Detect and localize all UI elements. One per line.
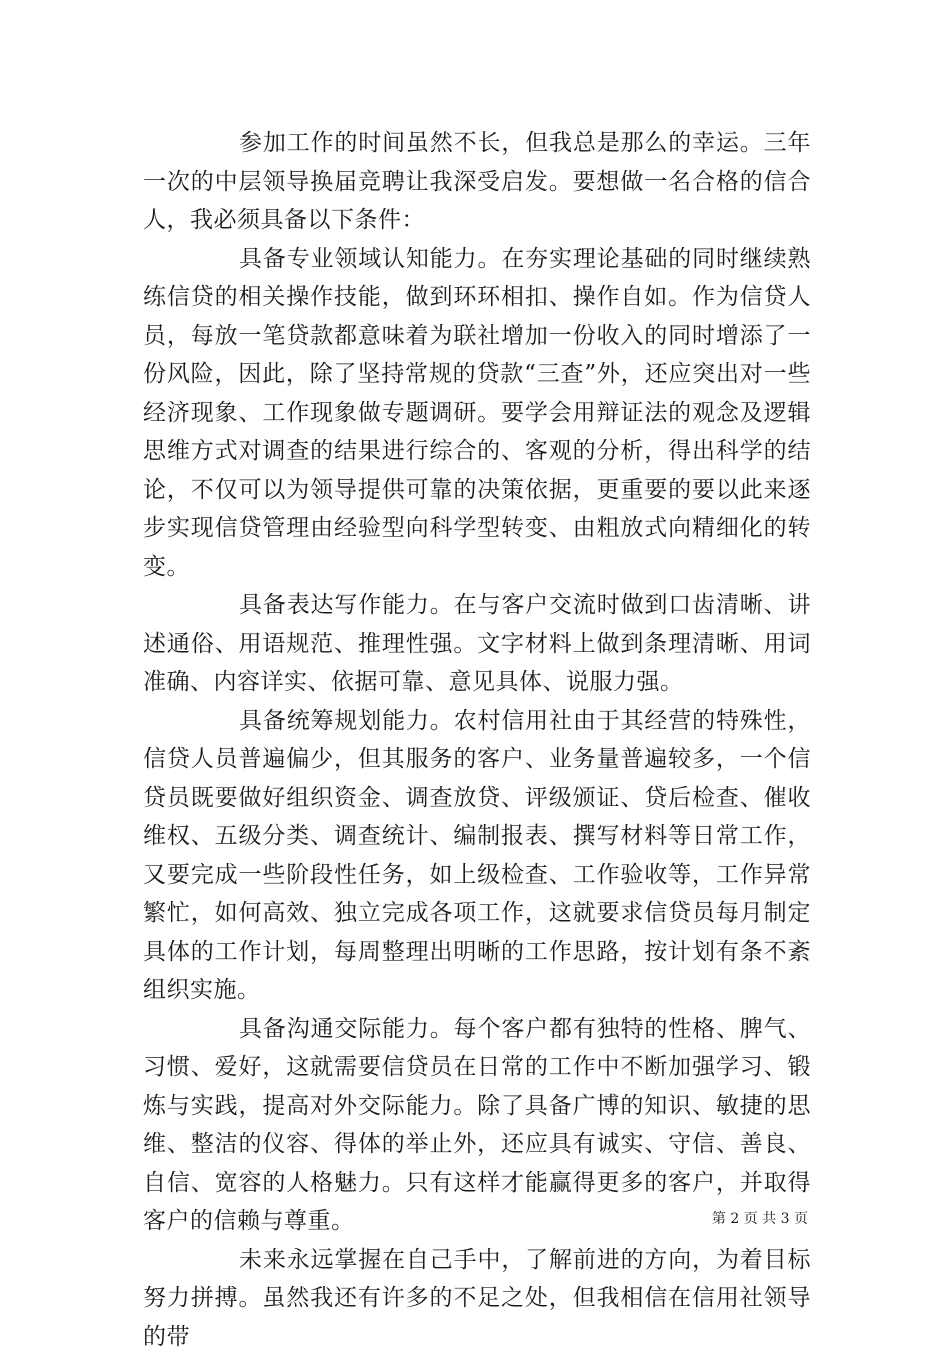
paragraph-future: 未来永远掌握在自己手中，了解前进的方向，为着目标努力拼搏。虽然我还有许多的不足之处，但我相信在信用社领导的带 — [143, 1241, 811, 1356]
paragraph-professional-ability: 具备专业领域认知能力。在夯实理论基础的同时继续熟练信贷的相关操作技能，做到环环相扣、操作自如。作为信贷人员，每放一笔贷款都意味着为联社增加一份收入的同时增添了一份风险，因此，除了坚持常规的贷款“三查”外，还应突出对一些经济现象、工作现象做专题调研。要学会用辩证法的观念及逻辑思维方式对调查的结果进行综合的、客观的分析，得出科学的结论，不仅可以为领导提供可靠的决策依据，更重要的要以此来逐步实现信贷管理由经验型向科学型转变、由粗放式向精细化的转变。 — [143, 240, 811, 587]
paragraph-writing-ability: 具备表达写作能力。在与客户交流时做到口齿清晰、讲述通俗、用语规范、推理性强。文字材料上做到条理清晰、用词准确、内容详实、依据可靠、意见具体、说服力强。 — [143, 586, 811, 702]
paragraph-communication-ability: 具备沟通交际能力。每个客户都有独特的性格、脾气、习惯、爱好，这就需要信贷员在日常的工作中不断加强学习、锻炼与实践，提高对外交际能力。除了具备广博的知识、敏捷的思维、整洁的仪容、得体的举止外，还应具有诚实、守信、善良、自信、宽容的人格魅力。只有这样才能赢得更多的客户，并取得客户的信赖与尊重。 — [143, 1010, 811, 1241]
paragraph-planning-ability: 具备统筹规划能力。农村信用社由于其经营的特殊性，信贷人员普遍偏少，但其服务的客户、业务量普遍较多，一个信贷员既要做好组织资金、调查放贷、评级颁证、贷后检查、催收维权、五级分类、调查统计、编制报表、撰写材料等日常工作，又要完成一些阶段性任务，如上级检查、工作验收等，工作异常繁忙，如何高效、独立完成各项工作，这就要求信贷员每月制定具体的工作计划，每周整理出明晰的工作思路，按计划有条不紊组织实施。 — [143, 702, 811, 1010]
document-body — [143, 124, 811, 1356]
page-number-footer: 第 2 页 共 3 页 — [712, 1208, 808, 1228]
paragraph-intro: 参加工作的时间虽然不长，但我总是那么的幸运。三年一次的中层领导换届竞聘让我深受启发。要想做一名合格的信合人，我必须具备以下条件： — [143, 124, 811, 240]
